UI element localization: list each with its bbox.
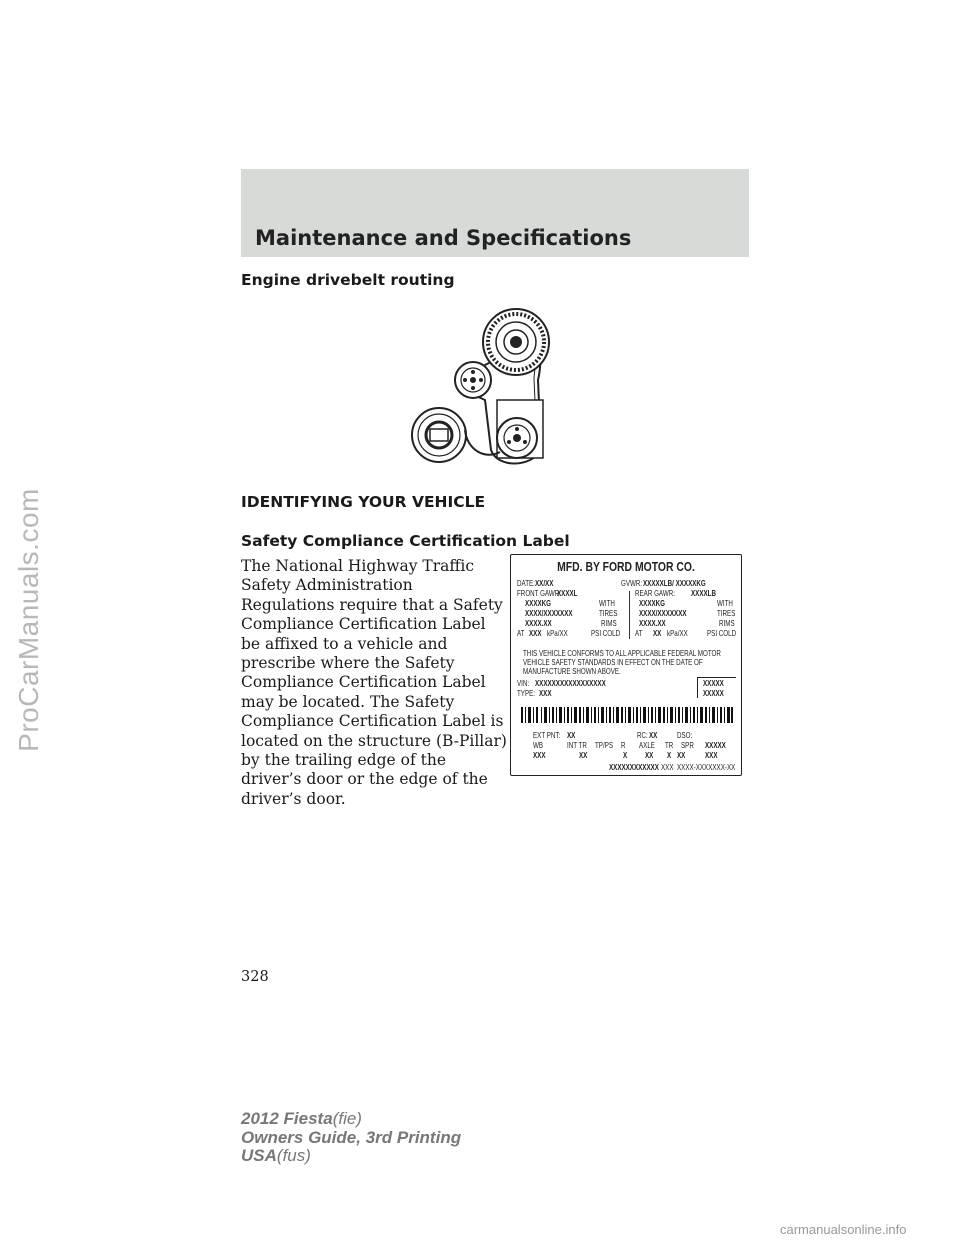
label-rear-gawr-key: REAR GAWR:: [635, 589, 675, 598]
certification-label-heading: Safety Compliance Certification Label: [241, 532, 570, 550]
label-rear-with: WITH: [717, 599, 733, 608]
label-gvwr-key: GVWR:: [621, 579, 643, 588]
label-rear-tires: TIRES: [717, 609, 736, 618]
footer-region-code: (fus): [276, 1146, 311, 1165]
footer-site-url: carmanualsonline.info: [780, 1222, 907, 1237]
label-r-key: R: [621, 741, 626, 750]
alternator-pulley-icon: [483, 309, 549, 375]
label-bottom-end: XXXX-XXXXXXX-XX: [677, 763, 736, 772]
safety-compliance-label-illustration: [510, 554, 742, 776]
side-watermark: ProCarManuals.com: [13, 488, 44, 752]
label-rear-tire: XXXX/XXXXXXX: [639, 609, 687, 618]
label-tp-ps-key: TP/PS: [595, 741, 614, 750]
label-rear-kg: XXXXKG: [639, 599, 666, 608]
label-date-key: DATE:: [517, 579, 535, 588]
label-r-value: X: [623, 751, 628, 760]
label-front-at: AT: [517, 629, 525, 638]
label-rear-kpa: kPa/XX: [667, 629, 688, 638]
label-spr-value: XX: [677, 751, 686, 760]
label-axle-value: XX: [645, 751, 654, 760]
label-front-rim: XXXX.XX: [525, 619, 552, 628]
label-gvwr-value: XXXXXLB/ XXXXXKG: [643, 579, 706, 588]
drivebelt-heading: Engine drivebelt routing: [241, 271, 455, 289]
idler-pulley-icon: [455, 362, 491, 398]
certification-label-paragraph: The National Highway Traffic Safety Administration Regulations require that a Safety Compliance Certification Label be affixed to a vehicle and prescribe where the Safety Compliance Certification Label may be located. The Safety Compliance Certification Label is located on the structure (B-Pillar) by the trailing edge of the driver’s door or the edge of the driver’s door.: [241, 557, 507, 808]
label-barcode: [521, 707, 733, 723]
label-type-key: TYPE:: [517, 689, 536, 698]
label-front-tire: XXXX/XXXXXXX: [525, 609, 573, 618]
label-front-tires: TIRES: [599, 609, 618, 618]
label-rear-at: AT: [635, 629, 643, 638]
label-conform-line-1: THIS VEHICLE CONFORMS TO ALL APPLICABLE FEDERAL MOTOR: [523, 649, 721, 658]
label-front-with: WITH: [599, 599, 615, 608]
label-title: MFD. BY FORD MOTOR CO.: [557, 559, 695, 574]
label-front-gawr-key: FRONT GAWR:: [517, 589, 562, 598]
label-ext-paint-key: EXT PNT:: [533, 731, 561, 740]
label-rear-psi: PSI COLD: [707, 629, 737, 638]
label-conform-line-3: MANUFACTURE SHOWN ABOVE.: [523, 667, 621, 676]
label-type-value: XXX: [539, 689, 552, 698]
footer-region-line: [241, 1147, 461, 1166]
label-spr-key: SPR: [681, 741, 694, 750]
label-vin-value: XXXXXXXXXXXXXXXXX: [535, 679, 606, 688]
label-box-code-1: XXXXX: [703, 679, 724, 688]
drivebelt-routing-diagram: [405, 300, 575, 470]
label-front-at-value: XXX: [529, 629, 542, 638]
label-bottom-mid: XXX: [661, 763, 674, 772]
label-last-value: XXX: [705, 751, 718, 760]
label-conform-line-2: VEHICLE SAFETY STANDARDS IN EFFECT ON THE DATE OF: [523, 658, 703, 667]
label-rear-gawr-value: XXXXLB: [691, 589, 716, 598]
footer-model-line: [241, 1110, 461, 1129]
label-rc-value: XX: [649, 731, 658, 740]
footer-region: USA: [241, 1146, 277, 1165]
label-int-tr-value: XX: [579, 751, 588, 760]
label-column-divider: [629, 591, 630, 639]
label-front-kpa: kPa/XX: [547, 629, 568, 638]
label-rear-at-value: XX: [653, 629, 662, 638]
footer-info: [241, 1110, 461, 1166]
label-dso-key: DSO:: [677, 731, 693, 740]
identifying-vehicle-heading: IDENTIFYING YOUR VEHICLE: [241, 493, 486, 511]
ac-compressor-pulley-icon: [497, 400, 543, 458]
label-tr-key: TR: [665, 741, 674, 750]
label-bottom-bold: XXXXXXXXXXXX: [609, 763, 659, 772]
label-code-value: XXXXX: [705, 741, 726, 750]
label-front-psi: PSI COLD: [591, 629, 621, 638]
label-wb-key: WB: [533, 741, 544, 750]
label-ext-paint-value: XX: [567, 731, 576, 740]
label-front-kg: XXXXKG: [525, 599, 552, 608]
label-box-code-2: XXXXX: [703, 689, 724, 698]
label-rc-key: RC:: [637, 731, 648, 740]
section-title: Maintenance and Specifications: [255, 226, 632, 250]
label-wb-value: XXX: [533, 751, 546, 760]
page-number: 328: [241, 969, 269, 985]
crankshaft-pulley-icon: [412, 408, 466, 462]
label-tr-value: X: [667, 751, 672, 760]
label-front-gawr-value: XXXXL: [557, 589, 578, 598]
footer-model: 2012 Fiesta: [241, 1109, 333, 1128]
label-rear-rims: RIMS: [719, 619, 735, 628]
label-int-tr-key: INT TR: [567, 741, 587, 750]
label-rear-rim: XXXX.XX: [639, 619, 666, 628]
footer-guide-line: Owners Guide, 3rd Printing: [241, 1127, 462, 1147]
label-date-value: XX/XX: [535, 579, 554, 588]
label-vin-key: VIN:: [517, 679, 530, 688]
label-front-rims: RIMS: [601, 619, 617, 628]
label-axle-key: AXLE: [639, 741, 655, 750]
footer-model-code: (fie): [332, 1109, 362, 1128]
